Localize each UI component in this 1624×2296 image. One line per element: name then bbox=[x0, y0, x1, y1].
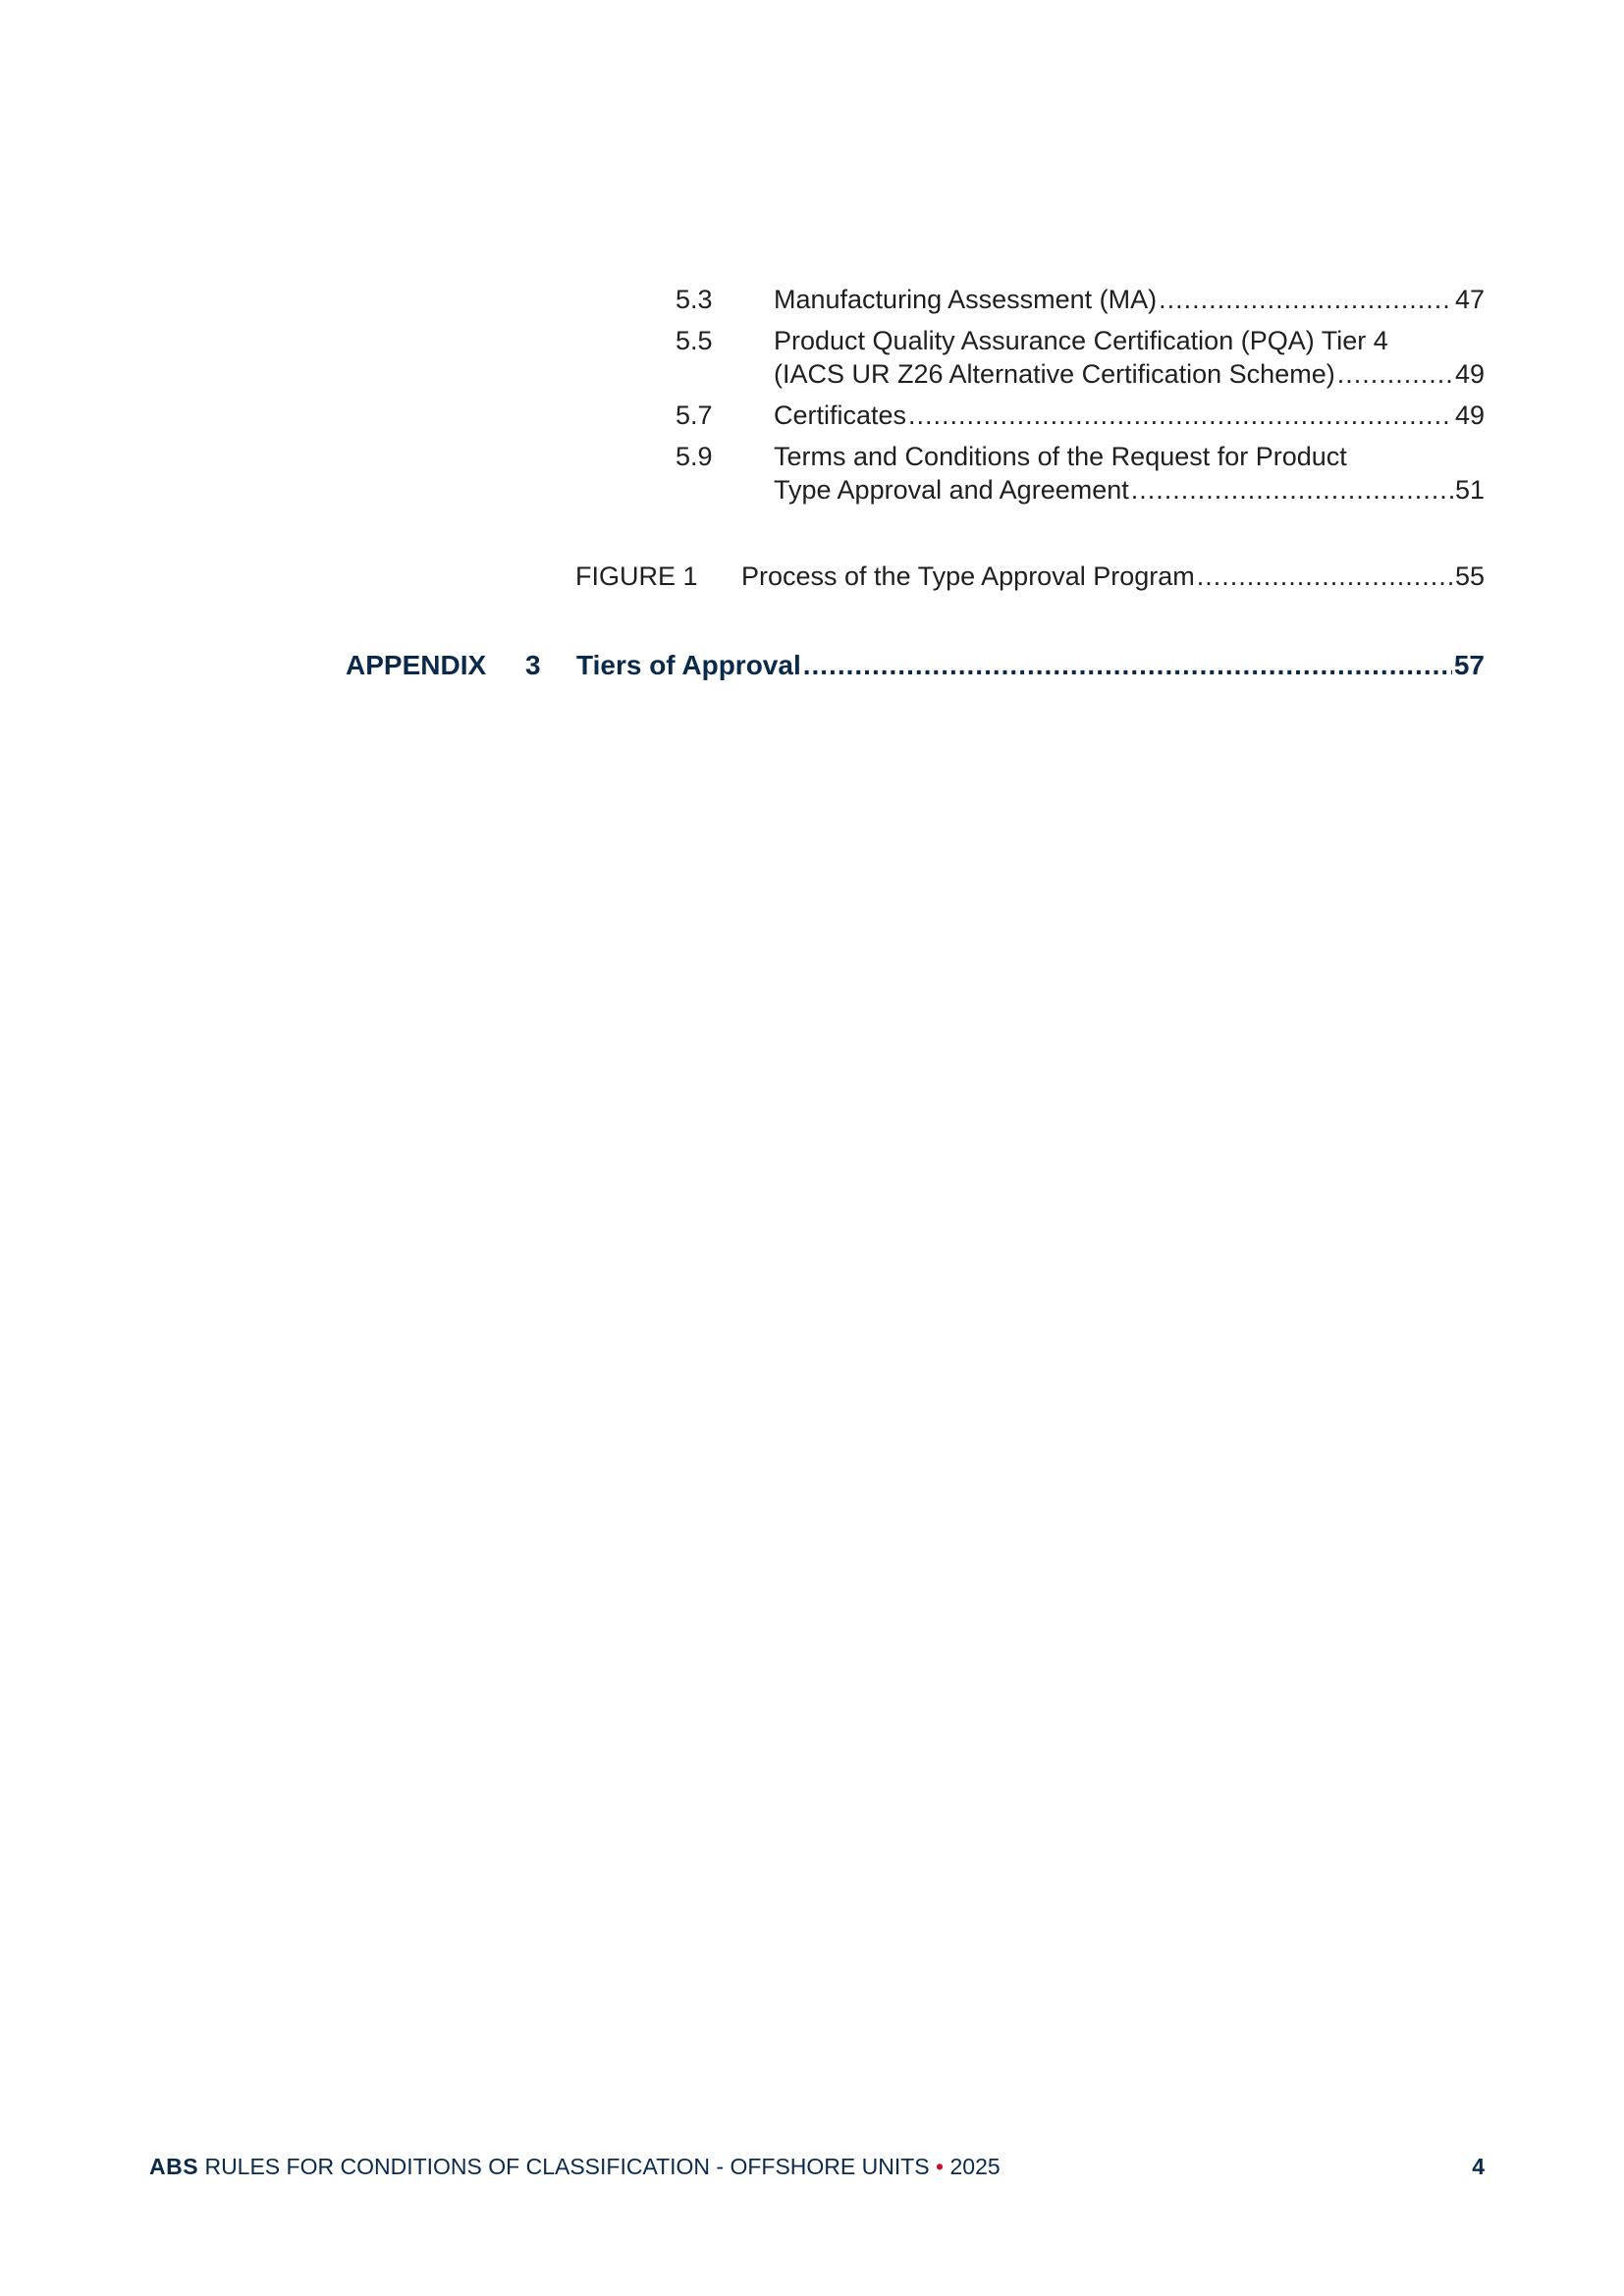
toc-appendix-title: Tiers of Approval bbox=[576, 650, 801, 680]
toc-leader-dots bbox=[803, 648, 1452, 683]
footer-brand: ABS bbox=[149, 2154, 199, 2179]
toc-appendix-number: 3 bbox=[525, 650, 541, 680]
footer-year: 2025 bbox=[949, 2154, 1001, 2179]
toc-item-number: 5.5 bbox=[676, 326, 713, 355]
toc-leader-dots bbox=[908, 399, 1453, 432]
toc-leader-dots bbox=[1159, 283, 1453, 316]
toc-appendix-label: APPENDIX bbox=[346, 650, 487, 680]
page-footer bbox=[149, 2152, 1485, 2181]
toc-figure-title: Process of the Type Approval Program bbox=[741, 561, 1195, 591]
toc-item-page: 47 bbox=[1454, 285, 1485, 314]
toc-item-certificates[interactable] bbox=[774, 399, 1485, 432]
toc-item-number: 5.7 bbox=[676, 400, 713, 430]
toc-figure-label: FIGURE 1 bbox=[575, 561, 698, 591]
toc-leader-dots bbox=[1197, 560, 1453, 593]
toc-appendix-entry[interactable] bbox=[576, 648, 1485, 683]
footer-bullet: • bbox=[936, 2154, 945, 2179]
toc-item-number: 5.3 bbox=[676, 285, 713, 314]
toc-leader-dots bbox=[1337, 357, 1453, 391]
toc-item-terms-and-conditions[interactable] bbox=[774, 440, 1485, 507]
toc-item-page: 49 bbox=[1454, 359, 1485, 389]
toc-item-title-line: (IACS UR Z26 Alternative Certification Scheme) bbox=[774, 359, 1335, 389]
toc-item-page: 49 bbox=[1454, 400, 1485, 430]
toc-leader-dots bbox=[1131, 473, 1453, 507]
toc-item-title: Manufacturing Assessment (MA) bbox=[774, 285, 1158, 314]
toc-item-manufacturing-assessment[interactable] bbox=[774, 283, 1485, 316]
toc-item-number: 5.9 bbox=[676, 442, 713, 471]
toc-item-title-line: Terms and Conditions of the Request for Product bbox=[774, 442, 1347, 471]
toc-item-title: Certificates bbox=[774, 400, 907, 430]
toc-item-pqa-certification[interactable] bbox=[774, 324, 1485, 391]
toc-item-title-line: Product Quality Assurance Certification (PQA) Tier 4 bbox=[774, 326, 1388, 355]
toc-figure-page: 55 bbox=[1454, 561, 1485, 591]
toc-item-page: 51 bbox=[1454, 475, 1485, 505]
footer-title: RULES FOR CONDITIONS OF CLASSIFICATION - OFFSHORE UNITS bbox=[204, 2154, 930, 2179]
toc-appendix-page: 57 bbox=[1453, 650, 1485, 680]
footer-page-number: 4 bbox=[1472, 2154, 1485, 2179]
toc-figure-entry[interactable] bbox=[741, 560, 1485, 593]
toc-item-title-line: Type Approval and Agreement bbox=[774, 475, 1129, 505]
